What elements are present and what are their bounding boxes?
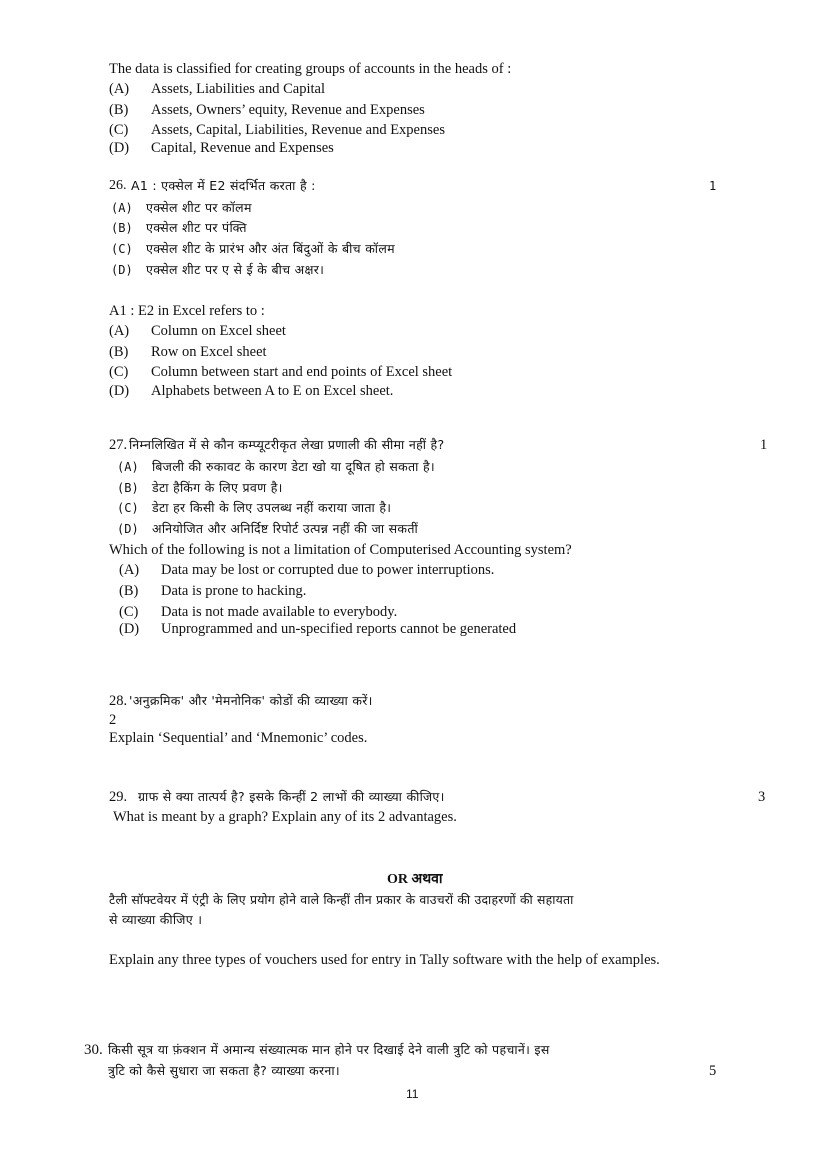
q25-option-a-key: (A) [109,81,130,97]
q27-en-option-c-key: (C) [119,604,139,620]
q27-hi-option-c-key: (C) [117,501,139,515]
q27-hi-option-d-text: अनियोजित और अनिर्दिष्ट रिपोर्ट उत्पन्न नहीं की जा सकतीं [152,521,418,536]
q26-en-option-b-text: Row on Excel sheet [151,344,267,360]
q27-number: 27. [109,437,128,453]
q27-en-option-d-text: Unprogrammed and un-specified reports cannot be generated [161,621,517,637]
q27-stem-en: Which of the following is not a limitation of Computerised Accounting system? [109,542,572,558]
q27-en-option-b-text: Data is prone to hacking. [161,583,307,599]
q26-stem-en: A1 : E2 in Excel refers to : [109,303,265,319]
q26-hi-option-d-text: एक्सेल शीट पर ए से ई के बीच अक्षर। [146,262,325,277]
q27-hi-option-b-key: (B) [117,481,139,495]
q28-number: 28. [109,693,128,709]
q27-hi-option-a-key: (A) [117,460,139,474]
q27-en-option-b-key: (B) [119,583,139,599]
q25-stem-en: The data is classified for creating groups of accounts in the heads of : [109,61,512,77]
q28-stem-hi: 'अनुक्रमिक' और 'मेमनोनिक' कोडों की व्याख्या करें। [129,693,373,708]
q29-or-label: OR अथवा [387,872,443,887]
q27-hi-option-d-key: (D) [117,522,139,536]
q26-en-option-d-key: (D) [109,383,130,399]
q27-hi-option-c-text: डेटा हर किसी के लिए उपलब्ध नहीं कराया जाता है। [152,500,392,515]
q29-number: 29. [109,789,128,805]
q26-hi-option-b-key: (B) [111,221,133,235]
q25-option-c-text: Assets, Capital, Liabilities, Revenue and Expenses [151,122,445,138]
q27-marks: 1 [760,437,768,453]
q26-marks: 1 [709,179,717,193]
q26-hi-option-c-key: (C) [111,242,133,256]
q25-option-a-text: Assets, Liabilities and Capital [151,81,325,97]
q26-hi-option-d-key: (D) [111,263,133,277]
q29-or-hi-line1: टैली सॉफ्टवेयर में एंट्री के लिए प्रयोग होने वाले किन्हीं तीन प्रकार के वाउचरों की उदाहरणों की सहायता [109,892,574,907]
q26-en-option-a-text: Column on Excel sheet [151,323,286,339]
q26-number: 26. [109,178,127,193]
q29-marks: 3 [758,789,766,805]
q25-option-c-key: (C) [109,122,129,138]
q26-en-option-b-key: (B) [109,344,129,360]
q30-number: 30. [84,1042,103,1058]
q29-or-hi-line2: से व्याख्या कीजिए । [109,912,203,927]
q27-en-option-c-text: Data is not made available to everybody. [161,604,398,620]
q27-stem-hi: निम्नलिखित में से कौन कम्प्यूटरीकृत लेखा प्रणाली की सीमा नहीं है? [129,437,445,452]
q26-hi-option-b-text: एक्सेल शीट पर पंक्ति [146,220,247,235]
q29-stem-en: What is meant by a graph? Explain any of its 2 advantages. [113,809,457,825]
q25-option-b-key: (B) [109,102,129,118]
q27-en-option-a-key: (A) [119,562,140,578]
q27-en-option-a-text: Data may be lost or corrupted due to power interruptions. [161,562,495,578]
q26-en-option-d-text: Alphabets between A to E on Excel sheet. [151,383,394,399]
q27-en-option-d-key: (D) [119,621,140,637]
q25-option-b-text: Assets, Owners’ equity, Revenue and Expenses [151,102,425,118]
q30-stem-hi-line1: किसी सूत्र या फ़ंक्शन में अमान्य संख्यात्मक मान होने पर दिखाई देने वाली त्रुटि को पहचानें। इस [108,1042,550,1057]
q28-stem-en: Explain ‘Sequential’ and ‘Mnemonic’ codes. [109,730,368,746]
q27-hi-option-a-text: बिजली की रुकावट के कारण डेटा खो या दूषित हो सकता है। [152,459,435,474]
q26-hi-option-a-text: एक्सेल शीट पर कॉलम [146,200,252,215]
q26-hi-option-a-key: (A) [111,201,133,215]
q25-option-d-key: (D) [109,140,130,156]
q26-hi-option-c-text: एक्सेल शीट के प्रारंभ और अंत बिंदुओं के बीच कॉलम [146,241,395,256]
page-number: 11 [406,1087,419,1101]
q30-marks: 5 [709,1063,717,1079]
q28-marks: 2 [109,712,117,728]
q25-option-d-text: Capital, Revenue and Expenses [151,140,334,156]
q26-stem-hi: A1 : एक्सेल में E2 संदर्भित करता है : [131,178,316,193]
q26-en-option-c-text: Column between start and end points of Excel sheet [151,364,453,380]
q29-stem-hi: ग्राफ से क्या तात्पर्य है? इसके किन्हीं 2 लाभों की व्याख्या कीजिए। [138,789,445,804]
q29-or-en: Explain any three types of vouchers used for entry in Tally software with the help of examples. [109,952,660,968]
q30-stem-hi-line2: त्रुटि को कैसे सुधारा जा सकता है? व्याख्या करना। [108,1063,340,1078]
q27-hi-option-b-text: डेटा हैकिंग के लिए प्रवण है। [152,480,283,495]
q26-en-option-a-key: (A) [109,323,130,339]
q26-en-option-c-key: (C) [109,364,129,380]
